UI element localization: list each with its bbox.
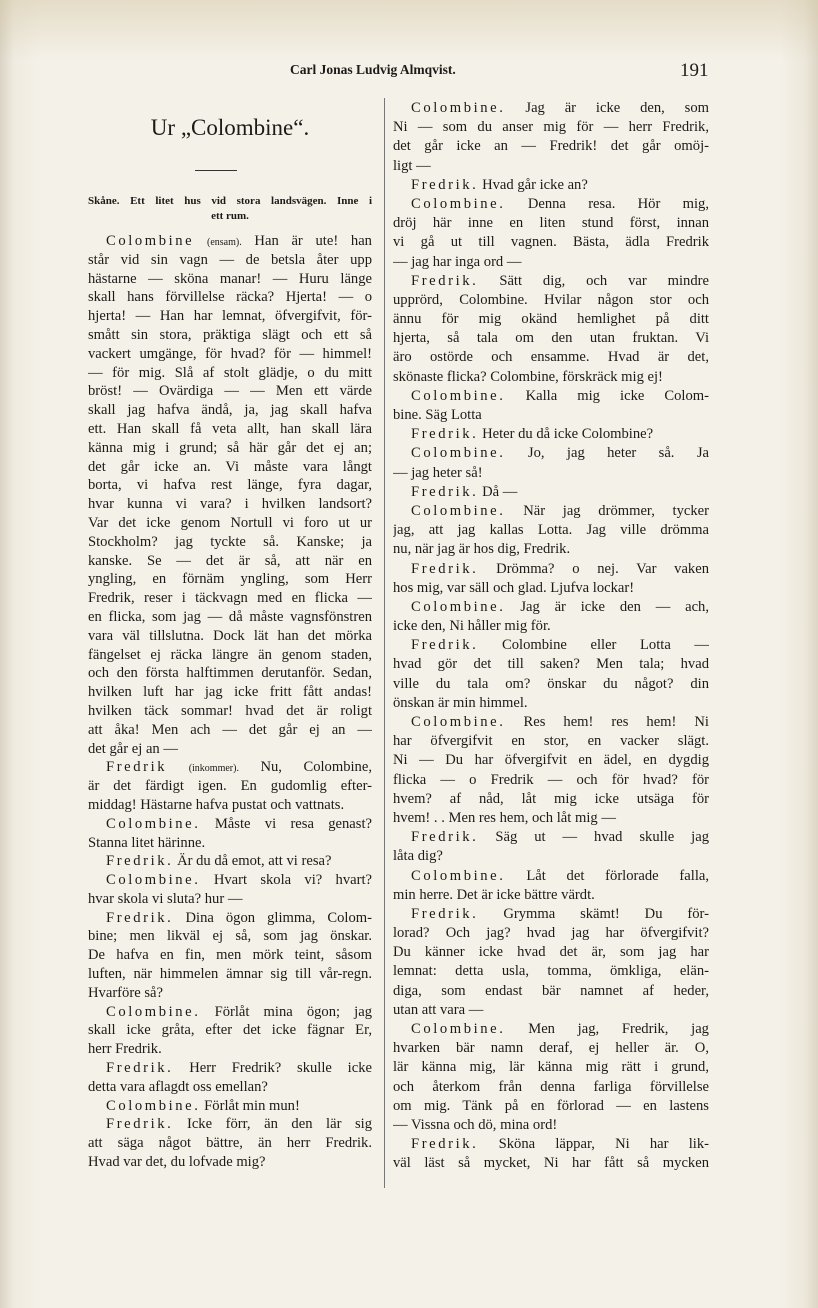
speech-start-line (88, 1003, 372, 1022)
text-line (393, 368, 709, 387)
line-text: lorad? Och jag? hvad jag har öfvergifvit? (393, 925, 709, 942)
line-text: jag, att jag kallas Lotta. Jag ville drömma (393, 522, 709, 539)
speaker-name: Fredrik. (411, 426, 479, 443)
scene-direction (88, 194, 372, 224)
text-line (88, 476, 372, 495)
line-text: Hvart skola vi? hvart? (213, 872, 372, 889)
line-text: Stockholm? jag tyckte så. Kanske; ja (88, 533, 372, 550)
speaker-name: Fredrik. (411, 560, 479, 577)
text-line (393, 1039, 709, 1058)
line-text: Res hem! res hem! Ni (523, 714, 709, 730)
text-line (88, 927, 372, 946)
text-line (393, 1001, 709, 1020)
line-text: herr Fredrik. (88, 1041, 162, 1058)
line-text: Heter du då icke Colombine? (482, 426, 654, 443)
text-line (393, 771, 709, 790)
text-line (88, 627, 372, 646)
line-text: äro ostörde och ensamme. Hvad är det, (393, 349, 709, 366)
speech-start-line (393, 483, 709, 502)
line-text: skall icke gråta, efter det icke fägnar Er, (88, 1022, 372, 1039)
stage-direction: (inkommer). (188, 763, 239, 775)
line-text: Ni — Du har öfvergifvit en ädel, en dygdig (393, 752, 709, 769)
text-line (393, 540, 709, 559)
line-text: Sätt dig, och var mindre (499, 272, 709, 289)
text-line (393, 790, 709, 809)
speech-start-line (88, 871, 372, 890)
text-line (393, 118, 709, 137)
line-text: hästarne — sköna manar! — Huru länge (88, 270, 372, 287)
section-title: Ur „Colombine“. (150, 115, 310, 140)
line-text: Kalla mig icke Colom- (525, 387, 709, 404)
text-line (393, 1058, 709, 1077)
text-line (393, 694, 709, 713)
line-text: hvilken täck sommar! hvad det är roligt (88, 702, 372, 719)
speech-start-line (393, 905, 709, 924)
text-line (393, 655, 709, 674)
line-text: Jag är icke den, som (525, 100, 709, 116)
speech-start-line (393, 598, 709, 617)
line-text: vackert umgänge, för hvad? för — himmel! (88, 345, 372, 362)
speech-start-line (88, 758, 372, 777)
speaker-name: Fredrik. (411, 905, 479, 922)
line-text: Förlåt mina ögon; jag (214, 1003, 372, 1020)
line-text: ännu för mig okänd hemlighet på ditt (393, 311, 709, 328)
text-line (88, 890, 372, 909)
text-line (393, 310, 709, 329)
text-line (88, 326, 372, 345)
speaker-name: Colombine. (411, 387, 506, 404)
text-line (88, 420, 372, 439)
speaker-name: Fredrik. (411, 272, 479, 289)
speech-start-line (393, 828, 709, 847)
line-text: hjerta, så tala om den utan fruktan. Vi (393, 330, 709, 347)
text-line (393, 962, 709, 981)
text-line (88, 946, 372, 965)
text-line (393, 579, 709, 598)
speech-start-line (88, 1097, 372, 1116)
text-line (88, 439, 372, 458)
line-text: Låt det förlorade falla, (526, 867, 709, 884)
line-text: Han är ute! han (254, 233, 372, 249)
line-text: Stanna litet härinne. (88, 834, 206, 851)
left-column (88, 232, 372, 1172)
text-line (393, 924, 709, 943)
line-text: hvad gör det till saken? Men tala; hvad (393, 656, 709, 673)
speaker-name: Fredrik. (106, 1116, 174, 1133)
line-text: det går icke an. Vi måste vara långt (88, 458, 372, 475)
line-text: Är du då emot, att vi resa? (177, 853, 332, 870)
text-line (88, 984, 372, 1003)
text-line (88, 552, 372, 571)
text-line (88, 570, 372, 589)
text-line (393, 464, 709, 483)
line-text: hvem! . . Men res hem, och låt mig — (393, 809, 616, 826)
text-line (393, 253, 709, 272)
line-text: låta dig? (393, 848, 443, 865)
speech-start-line (88, 852, 372, 871)
line-text: vi gå ut till vagnen. Bästa, ädla Fredrik (393, 234, 709, 251)
speaker-name: Fredrik. (411, 483, 479, 500)
line-text: Ni — som du anser mig för — herr Fredrik, (393, 119, 709, 136)
line-text: dröj här inne en liten stund först, innan (393, 215, 709, 232)
text-line (88, 364, 372, 383)
line-text: bröst! — Ovärdiga — — Men ett värde (88, 383, 372, 400)
line-text: Dina ögon glimma, Colom- (185, 909, 372, 926)
text-line (393, 732, 709, 751)
speaker-name: Colombine. (411, 598, 506, 615)
line-text: diga, som endast bär namnet af heder, (393, 982, 709, 999)
line-text: icke den, Ni håller mig för. (393, 618, 551, 635)
line-text: är det färdigt igen. En gudomlig efter- (88, 778, 372, 795)
speech-start-line (393, 425, 709, 444)
text-line (393, 1116, 709, 1135)
line-text: Herr Fredrik? skulle icke (189, 1060, 372, 1077)
text-line (88, 270, 372, 289)
speech-start-line (393, 1020, 709, 1039)
text-line (393, 214, 709, 233)
running-header-author: Carl Jonas Ludvig Almqvist. (290, 62, 456, 77)
page-shading (0, 0, 818, 60)
text-line (88, 307, 372, 326)
speech-start-line (393, 636, 709, 655)
speaker-name: Colombine. (411, 100, 506, 116)
line-text: att åka! Men ach — det går ej an — (88, 721, 372, 738)
text-line (88, 514, 372, 533)
page-number: 191 (680, 60, 709, 81)
line-text: Säg ut — hvad skulle jag (495, 829, 709, 846)
line-text: flicka — o Fredrik — och för hvad? för (393, 771, 709, 788)
line-text: skall hans förvillelse räcka? Hjerta! — o (88, 289, 372, 306)
line-text: min herre. Det är icke bättre värdt. (393, 886, 595, 903)
text-line (88, 1021, 372, 1040)
line-text: smått sin stora, präktiga slägt och ett så (88, 326, 372, 343)
text-line (88, 495, 372, 514)
speech-start-line (393, 444, 709, 463)
speech-start-line (393, 176, 709, 195)
speech-start-line (393, 713, 709, 732)
line-text: hvar skola vi sluta? hur — (88, 890, 243, 907)
speech-start-line (88, 815, 372, 834)
text-line (393, 329, 709, 348)
line-text: Men jag, Fredrik, jag (528, 1021, 709, 1037)
line-text: Colombine eller Lotta — (502, 637, 709, 654)
line-text: ett. Han skall få veta allt, han skall lära (88, 420, 372, 437)
speech-start-line (393, 195, 709, 214)
line-text: — jag heter så! (393, 464, 483, 481)
line-text: yngling, en förnäm yngling, som Herr (88, 571, 372, 588)
line-text: middag! Hästarne hafva pustat och vattnats. (88, 796, 345, 813)
line-text: Måste vi resa genast? (214, 815, 372, 832)
text-line (393, 847, 709, 866)
line-text: lemnat: detta usla, tomma, ömkliga, elän- (393, 963, 709, 980)
text-line (393, 157, 709, 176)
scene-direction-line: Skåne. Ett litet hus vid stora landsvägen. Inne i (88, 195, 372, 207)
speech-start-line (393, 99, 709, 118)
speaker-name: Fredrik. (411, 1136, 479, 1153)
line-text: om mig. Tänk på en förlorad — en lastens (393, 1097, 709, 1114)
title-rule (195, 170, 237, 171)
speech-start-line (88, 232, 372, 251)
text-line (88, 740, 372, 759)
line-text: luften, när himmelen ämnar sig till vår-regn. (88, 966, 372, 983)
line-text: ville du tala om? önskar du något? din (393, 675, 709, 692)
line-text: Då — (482, 483, 518, 500)
text-line (88, 1134, 372, 1153)
text-line (88, 1153, 372, 1172)
stage-direction: (ensam). (206, 237, 242, 248)
text-line (393, 406, 709, 425)
line-text: När jag drömmer, tycker (523, 502, 709, 519)
text-line (393, 348, 709, 367)
line-text: fängelset ej räcka längre än genom staden, (88, 646, 372, 663)
speech-start-line (393, 1135, 709, 1154)
speech-start-line (88, 1115, 372, 1134)
speaker-name: Colombine. (411, 445, 506, 462)
line-text: och den första halftimmen derutanför. Sedan, (88, 665, 372, 682)
speaker-name: Colombine (106, 233, 195, 249)
text-line (393, 886, 709, 905)
text-line (88, 796, 372, 815)
text-line (393, 137, 709, 156)
text-line (88, 1040, 372, 1059)
text-line (393, 1078, 709, 1097)
line-text: — för mig. Slå af stolt glädje, o du mitt (88, 364, 372, 381)
text-line (88, 251, 372, 270)
line-text: Jo, jag heter så. Ja (527, 445, 709, 462)
line-text: hvem? af nåd, låt mig icke utsäga för (393, 790, 709, 807)
text-line (88, 401, 372, 420)
line-text: Du känner icke hvad det är, som jag har (393, 944, 709, 961)
line-text: en flicka, som jag — då måste vagnsfönstren (88, 608, 372, 625)
text-line (88, 702, 372, 721)
line-text: har öfvergifvit en stor, en vacker slägt. (393, 733, 709, 750)
line-text: Grymma skämt! Du för- (503, 905, 709, 922)
line-text: bine; men likväl ej så, som jag önskar. (88, 928, 372, 945)
text-line (393, 675, 709, 694)
speech-start-line (88, 1059, 372, 1078)
line-text: Drömma? o nej. Var vaken (496, 560, 709, 577)
speaker-name: Colombine. (106, 872, 201, 889)
line-text: Hvad var det, du lofvade mig? (88, 1154, 266, 1171)
line-text: bine. Säg Lotta (393, 407, 482, 423)
text-line (393, 233, 709, 252)
line-text: önskan är min himmel. (393, 694, 528, 711)
line-text: Sköna läppar, Ni har lik- (498, 1136, 709, 1153)
speech-start-line (393, 560, 709, 579)
line-text: Var det icke genom Nortull vi foro ut ur (88, 514, 372, 531)
line-text: står vid sin vagn — de betsla åter upp (88, 251, 372, 268)
text-line (393, 943, 709, 962)
text-line (393, 291, 709, 310)
line-text: Icke förr, än den lär sig (186, 1116, 372, 1133)
text-line (393, 617, 709, 636)
text-line (393, 809, 709, 828)
line-text: hvarken bär namn deraf, ej heller är. O, (393, 1040, 709, 1057)
text-line (88, 683, 372, 702)
line-text: känna mig i grund; så här går det ej an; (88, 439, 372, 456)
text-line (88, 533, 372, 552)
line-text: Fredrik, reser i täckvagn med en flicka — (88, 590, 372, 607)
line-text: utan att vara — (393, 1001, 484, 1018)
right-column (393, 99, 709, 1174)
text-line (88, 664, 372, 683)
speaker-name: Fredrik. (106, 1060, 174, 1077)
text-line (88, 834, 372, 853)
text-line (88, 721, 372, 740)
text-line (88, 589, 372, 608)
text-line (88, 345, 372, 364)
line-text: ligt — (393, 157, 431, 174)
text-line (88, 646, 372, 665)
line-text: skall jag hafva ändå, ja, jag skall hafva (88, 402, 372, 419)
text-line (393, 1154, 709, 1173)
speaker-name: Colombine. (411, 714, 506, 730)
line-text: hos mig, var säll och glad. Ljufva lockar! (393, 579, 635, 596)
line-text: detta vara aflagdt oss emellan? (88, 1078, 268, 1095)
text-line (88, 1078, 372, 1097)
line-text: borta, vi hafva rest länge, fyra dagar, (88, 477, 372, 494)
text-line (88, 458, 372, 477)
line-text: Denna resa. Hör mig, (527, 195, 709, 212)
line-text: hvilken luft har jag icke fritt fått andas! (88, 684, 372, 701)
line-text: Nu, Colombine, (260, 759, 372, 776)
speaker-name: Colombine. (106, 1097, 201, 1114)
line-text: vara väl tillslutna. Dock lät han det mörka (88, 627, 372, 644)
line-text: att säga något bättre, än herr Fredrik. (88, 1135, 372, 1152)
line-text: Hvarföre så? (88, 984, 163, 1001)
line-text: nu, när jag är hos dig, Fredrik. (393, 541, 571, 558)
text-line (88, 288, 372, 307)
line-text: och återkom från denna farliga förvillelse (393, 1078, 709, 1095)
line-text: Jag är icke den — ach, (520, 598, 709, 615)
speaker-name: Colombine. (411, 502, 506, 519)
speaker-name: Colombine. (411, 867, 506, 884)
speech-start-line (393, 867, 709, 886)
text-line (393, 751, 709, 770)
speaker-name: Fredrik (106, 759, 168, 776)
speaker-name: Colombine. (411, 195, 506, 212)
line-text: De hafva en fin, men mörk teint, såsom (88, 947, 372, 964)
speaker-name: Fredrik. (411, 829, 479, 846)
speaker-name: Colombine. (106, 815, 201, 832)
speech-start-line (393, 502, 709, 521)
speaker-name: Fredrik. (106, 909, 174, 926)
scene-direction-line: ett rum. (211, 210, 249, 222)
speaker-name: Colombine. (106, 1003, 201, 1020)
line-text: — jag har inga ord — (393, 253, 522, 270)
speaker-name: Fredrik. (411, 176, 479, 193)
speaker-name: Fredrik. (411, 637, 479, 654)
speech-start-line (88, 909, 372, 928)
text-line (393, 982, 709, 1001)
line-text: upprörd, Colombine. Hvilar någon stor och (393, 291, 709, 308)
text-line (393, 521, 709, 540)
line-text: det går icke an — Fredrik! det går omöj- (393, 138, 709, 155)
text-line (88, 382, 372, 401)
speaker-name: Fredrik. (106, 853, 174, 870)
speaker-name: Colombine. (411, 1021, 506, 1037)
line-text: lär känna mig, lär känna mig rätt i grund, (393, 1059, 709, 1076)
speech-start-line (393, 387, 709, 406)
line-text: hjerta! — Han har lemnat, öfvergifvit, för- (88, 308, 372, 325)
speech-start-line (393, 272, 709, 291)
text-line (393, 1097, 709, 1116)
line-text: — Vissna och dö, mina ord! (393, 1116, 558, 1133)
line-text: hvar kunna vi vara? i hvilken landsort? (88, 496, 372, 513)
text-line (88, 608, 372, 627)
text-line (88, 777, 372, 796)
text-line (88, 965, 372, 984)
line-text: det går ej an — (88, 740, 178, 757)
line-text: skönaste flicka? Colombine, förskräck mig ej! (393, 368, 663, 385)
column-divider (384, 98, 385, 1188)
line-text: väl läst så mycket, Ni har fått så mycken (393, 1155, 709, 1172)
line-text: kanske. Se — det är så, att när en (88, 552, 372, 569)
line-text: Förlåt min mun! (204, 1097, 300, 1114)
line-text: Hvad går icke an? (482, 176, 588, 193)
